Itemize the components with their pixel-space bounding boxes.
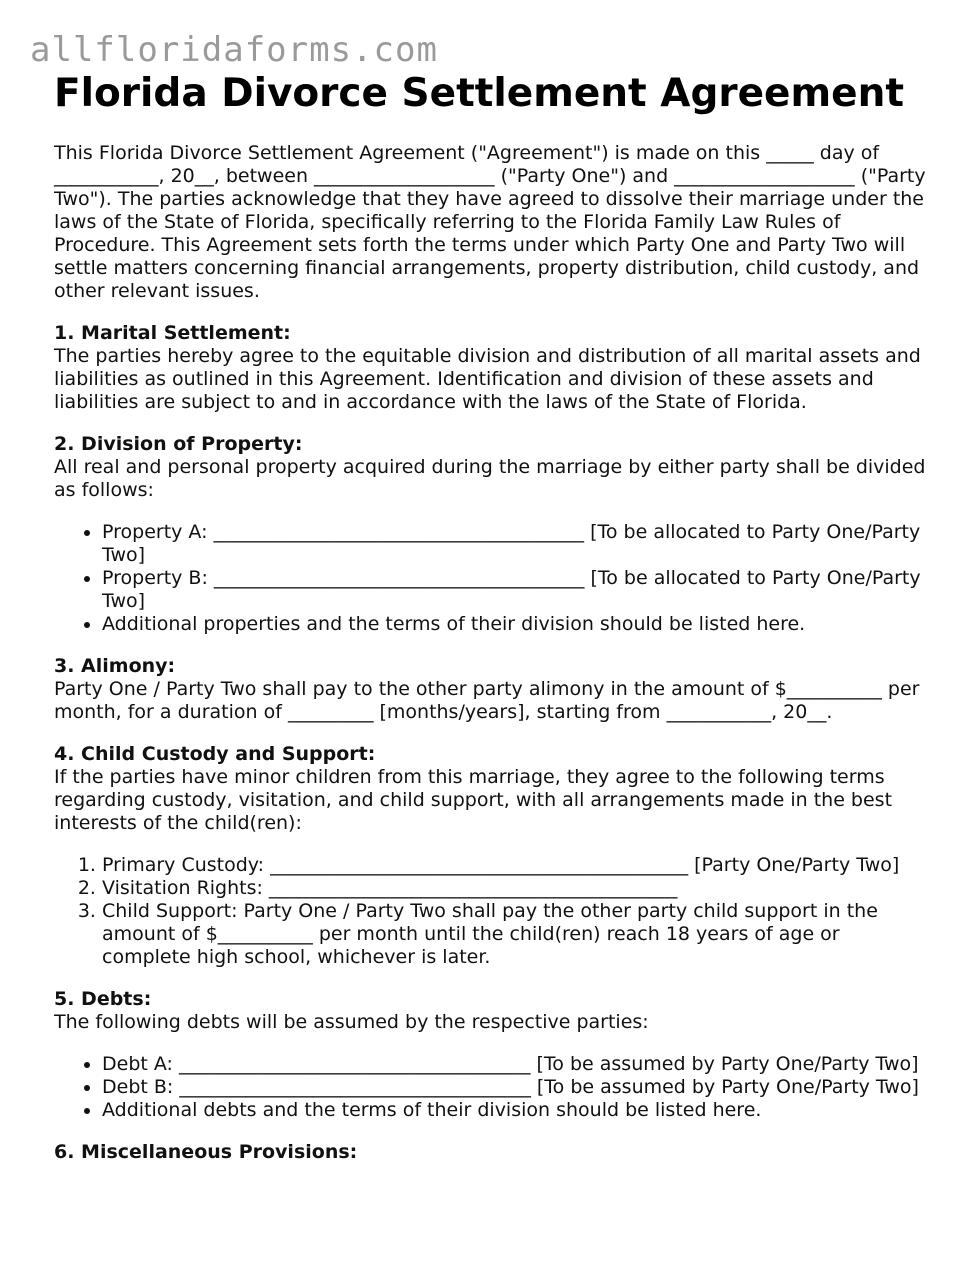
debts-list <box>54 1053 934 1122</box>
custody-list <box>54 854 934 969</box>
section-heading: 5. Debts: <box>54 988 152 1010</box>
list-item: 3. Child Support: Party One / Party Two shall pay the other party child support in the amount of $__________ per month until the child(ren) reach 18 years of age or complete high school, whichever is later. <box>102 900 934 969</box>
section-marital-settlement <box>54 322 934 414</box>
list-item: 2. Visitation Rights: ___________________________________________ <box>102 877 934 900</box>
section-text: The parties hereby agree to the equitable division and distribution of all marital assets and liabilities as outlined in this Agreement. Identification and division of these assets and liabilities are subject to and in accordance with the laws of the State of Florida. <box>54 345 921 413</box>
section-debts <box>54 988 934 1122</box>
section-division-of-property <box>54 433 934 636</box>
section-text: The following debts will be assumed by the respective parties: <box>54 1011 649 1033</box>
list-item: • Property B: _______________________________________ [To be allocated to Party One/Party Two] <box>102 567 934 613</box>
list-item: • Property A: _______________________________________ [To be allocated to Party One/Party Two] <box>102 521 934 567</box>
property-list <box>54 521 934 636</box>
section-heading: 2. Division of Property: <box>54 433 303 455</box>
section-alimony <box>54 655 934 724</box>
intro-paragraph: This Florida Divorce Settlement Agreement ("Agreement") is made on this _____ day of ___________, 20__, between ___________________ ("Party One") and ___________________ ("Party Two"). The parties acknowledge that they have agreed to dissolve their marriage under the laws of the State of Florida, specifically referring to the Florida Family Law Rules of Procedure. This Agreement sets forth the terms under which Party One and Party Two will settle matters concerning financial arrangements, property distribution, child custody, and other relevant issues. <box>54 142 926 302</box>
section-heading: 3. Alimony: <box>54 655 176 677</box>
section-text: Party One / Party Two shall pay to the other party alimony in the amount of $__________ per month, for a duration of _________ [months/years], starting from ___________, 20__. <box>54 678 920 723</box>
list-item: • Debt A: _____________________________________ [To be assumed by Party One/Party Two] <box>102 1053 934 1076</box>
list-item: • Debt B: _____________________________________ [To be assumed by Party One/Party Two] <box>102 1076 934 1099</box>
section-heading: 6. Miscellaneous Provisions: <box>54 1141 358 1163</box>
section-text: If the parties have minor children from this marriage, they agree to the following terms regarding custody, visitation, and child support, with all arrangements made in the best interests of the child(ren): <box>54 766 893 834</box>
section-text: All real and personal property acquired during the marriage by either party shall be divided as follows: <box>54 456 926 501</box>
list-item: • Additional properties and the terms of their division should be listed here. <box>102 613 934 636</box>
document-title: Florida Divorce Settlement Agreement <box>54 71 905 116</box>
list-item: 1. Primary Custody: ____________________________________________ [Party One/Party Two] <box>102 854 934 877</box>
section-heading: 1. Marital Settlement: <box>54 322 291 344</box>
document <box>54 70 934 1183</box>
section-child-custody <box>54 743 934 969</box>
watermark: allfloridaforms.com <box>30 30 438 70</box>
section-heading: 4. Child Custody and Support: <box>54 743 376 765</box>
list-item: • Additional debts and the terms of their division should be listed here. <box>102 1099 934 1122</box>
section-miscellaneous <box>54 1141 934 1164</box>
